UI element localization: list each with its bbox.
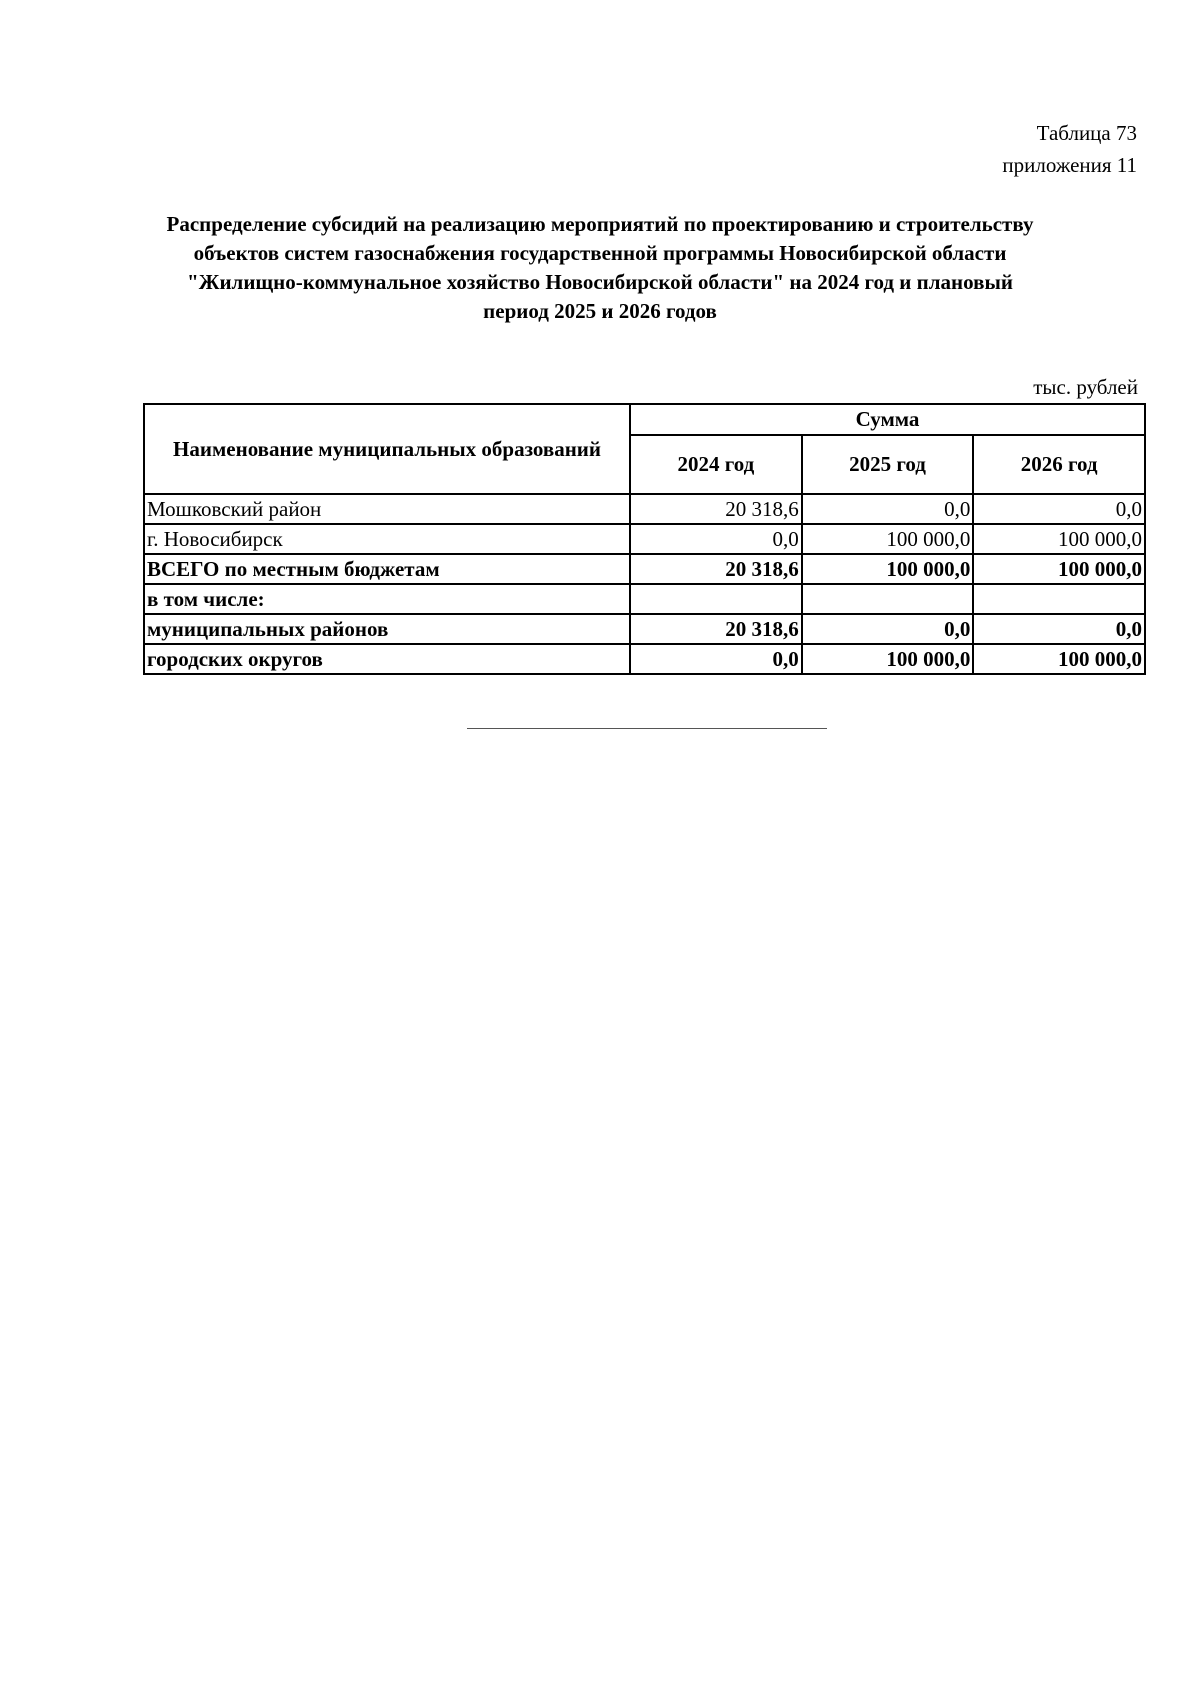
amount-2024: 20 318,6 — [630, 554, 802, 584]
amount-2026: 100 000,0 — [973, 554, 1145, 584]
subtotal-label: городских округов — [144, 644, 630, 674]
amount-2025: 100 000,0 — [802, 644, 974, 674]
amount-2026: 100 000,0 — [973, 524, 1145, 554]
table-row — [144, 524, 1145, 554]
amount-2026: 0,0 — [973, 614, 1145, 644]
title-line: "Жилищно-коммунальное хозяйство Новосибирской области" на 2024 год и плановый — [187, 270, 1013, 294]
amount-2026 — [973, 584, 1145, 614]
appendix-number: приложения 11 — [1002, 153, 1137, 177]
amount-2024 — [630, 584, 802, 614]
subtotal-label: муниципальных районов — [144, 614, 630, 644]
amount-2025: 0,0 — [802, 614, 974, 644]
subtotal-row — [144, 614, 1145, 644]
total-label: ВСЕГО по местным бюджетам — [144, 554, 630, 584]
municipality-name: г. Новосибирск — [144, 524, 630, 554]
table-number: Таблица 73 — [1036, 121, 1137, 145]
document-title — [140, 210, 1060, 326]
amount-2025: 100 000,0 — [802, 524, 974, 554]
subsidy-table — [143, 403, 1146, 675]
subtotal-row — [144, 644, 1145, 674]
amount-2025: 0,0 — [802, 494, 974, 524]
amount-2024: 20 318,6 — [630, 494, 802, 524]
amount-2024: 0,0 — [630, 644, 802, 674]
title-line: период 2025 и 2026 годов — [483, 299, 717, 323]
amount-2026: 0,0 — [973, 494, 1145, 524]
table-reference — [1002, 117, 1137, 181]
table-row — [144, 494, 1145, 524]
units-label: тыс. рублей — [1033, 375, 1138, 399]
municipality-name: Мошковский район — [144, 494, 630, 524]
amount-2025: 100 000,0 — [802, 554, 974, 584]
year-2024-header: 2024 год — [630, 435, 802, 494]
subheading-row — [144, 584, 1145, 614]
municipality-column-header: Наименование муниципальных образований — [144, 404, 630, 494]
amount-2026: 100 000,0 — [973, 644, 1145, 674]
amount-2024: 0,0 — [630, 524, 802, 554]
total-row — [144, 554, 1145, 584]
end-divider — [467, 728, 827, 729]
amount-2024: 20 318,6 — [630, 614, 802, 644]
amount-2025 — [802, 584, 974, 614]
sum-column-header: Сумма — [630, 404, 1145, 435]
title-line: объектов систем газоснабжения государственной программы Новосибирской области — [193, 241, 1007, 265]
subheading-label: в том числе: — [144, 584, 630, 614]
year-2026-header: 2026 год — [973, 435, 1145, 494]
year-2025-header: 2025 год — [802, 435, 974, 494]
title-line: Распределение субсидий на реализацию мероприятий по проектированию и строительству — [166, 212, 1034, 236]
